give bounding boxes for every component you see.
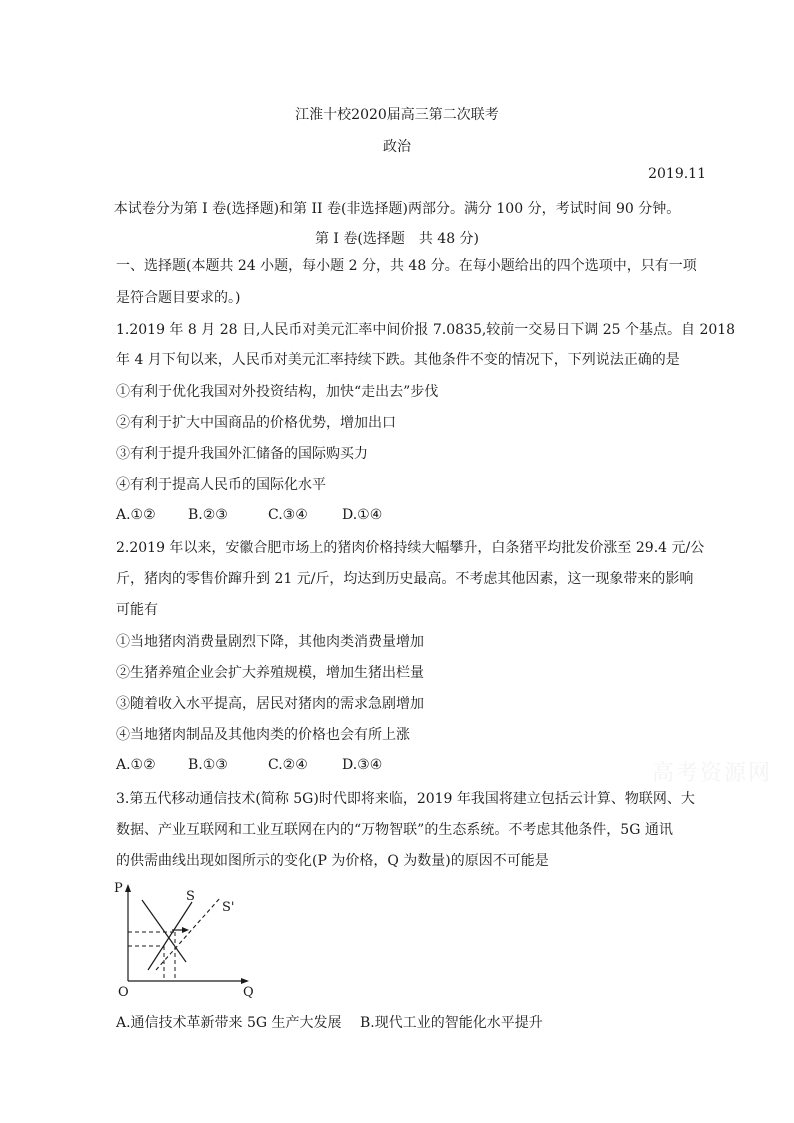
q1-option-b[interactable]: B.②③ [188, 507, 228, 523]
exam-date: 2019.11 [648, 166, 706, 182]
graph-label-q: Q [243, 985, 254, 998]
q3-options [116, 1012, 543, 1032]
graph-label-s: S [186, 889, 195, 904]
q2-stem-line-2: 斤，猪肉的零售价蹿升到 21 元/斤，均达到历史最高。不考虑其他因素，这一现象带来的影响 [116, 571, 694, 587]
q1-options [116, 507, 382, 523]
q1-item-4: ④有利于提高人民币的国际化水平 [116, 477, 326, 493]
q2-item-3: ③随着收入水平提高，居民对猪肉的需求急剧增加 [116, 696, 424, 712]
q1-item-3: ③有利于提升我国外汇储备的国际购买力 [116, 446, 368, 462]
q2-stem-line-1: 2.2019 年以来，安徽合肥市场上的猪肉价格持续大幅攀升，白条猪平均批发价涨至 29.4 元/公 [116, 540, 705, 556]
q2-options [116, 757, 382, 773]
q2-item-4: ④当地猪肉制品及其他肉类的价格也会有所上涨 [116, 727, 410, 743]
supply-curve-s [148, 902, 192, 970]
shift-arrow-head [182, 927, 189, 933]
q1-item-2: ②有利于扩大中国商品的价格优势，增加出口 [116, 415, 396, 431]
q2-option-b[interactable]: B.①③ [188, 757, 228, 773]
instructions-line-2: 是符合题目要求的。) [116, 290, 241, 306]
exam-title: 江淮十校2020届高三第二次联考 [295, 107, 499, 123]
section-title: 第 I 卷(选择题 共 48 分) [314, 231, 480, 247]
x-axis-arrow [241, 978, 249, 984]
graph-label-s-prime: S' [222, 900, 235, 915]
instructions-line-1: 一、选择题(本题共 24 小题，每小题 2 分，共 48 分。在每小题给出的四个选项中，只有一项 [116, 258, 697, 274]
q2-item-1: ①当地猪肉消费量剧烈下降，其他肉类消费量增加 [116, 634, 424, 650]
exam-intro: 本试卷分为第 I 卷(选择题)和第 II 卷(非选择题)两部分。满分 100 分，考试时间 90 分钟。 [113, 201, 681, 217]
q1-option-a[interactable]: A.①② [116, 507, 156, 523]
q3-option-a[interactable]: A.通信技术革新带来 5G 生产大发展 [116, 1015, 342, 1031]
q1-stem-line-1: 1.2019 年 8 月 28 日,人民币对美元汇率中间价报 7.0835,较前一交易日下调 25 个基点。自 2018 [116, 322, 736, 338]
graph-label-p: P [114, 881, 123, 896]
q1-option-d[interactable]: D.①④ [342, 507, 383, 523]
q3-stem-line-1: 3.第五代移动通信技术(简称 5G)时代即将来临，2019 年我国将建立包括云计算、物联网、大 [116, 791, 695, 807]
q2-option-a[interactable]: A.①② [116, 757, 156, 773]
q1-option-c[interactable]: C.③④ [268, 507, 308, 523]
q2-option-d[interactable]: D.③④ [342, 757, 383, 773]
q3-stem-line-3: 的供需曲线出现如图所示的变化(P 为价格，Q 为数量)的原因不可能是 [116, 853, 549, 869]
watermark: 高考资源网 [652, 761, 773, 786]
demand-curve [142, 900, 186, 962]
q1-stem-line-2: 年 4 月下旬以来，人民币对美元汇率持续下跌。其他条件不变的情况下，下列说法正确的是 [116, 352, 680, 368]
exam-subject: 政治 [383, 139, 411, 155]
q2-option-c[interactable]: C.②④ [268, 757, 308, 773]
q2-stem-line-3: 可能有 [116, 602, 158, 618]
supply-demand-graph [112, 878, 262, 998]
q3-stem-line-2: 数据、产业互联网和工业互联网在内的“万物智联”的生态系统。不考虑其他条件，5G 通讯 [116, 822, 673, 838]
y-axis-arrow [125, 884, 131, 892]
q3-option-b[interactable]: B.现代工业的智能化水平提升 [360, 1015, 543, 1031]
graph-label-o: O [118, 985, 129, 998]
q2-item-2: ②生猪养殖企业会扩大养殖规模，增加生猪出栏量 [116, 665, 424, 681]
q1-item-1: ①有利于优化我国对外投资结构，加快“走出去”步伐 [116, 384, 439, 400]
